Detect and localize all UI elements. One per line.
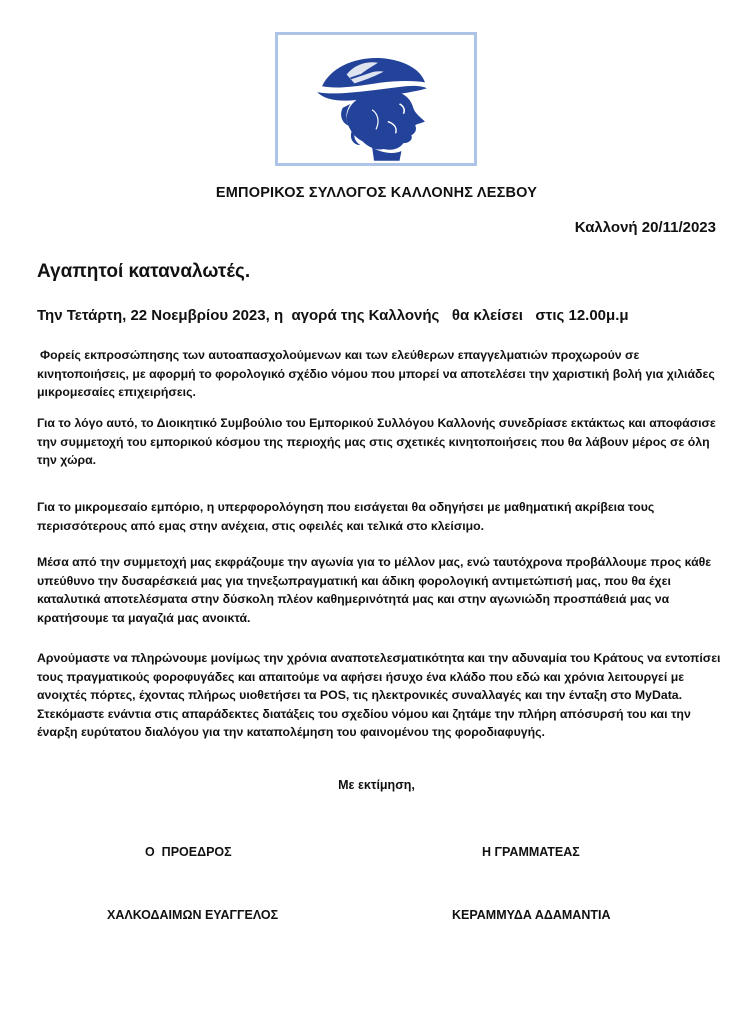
letter-dateline: Καλλονή 20/11/2023 bbox=[574, 219, 716, 236]
organization-name: ΕΜΠΟΡΙΚΟΣ ΣΥΛΛΟΓΟΣ ΚΑΛΛΟΝΗΣ ΛΕΣΒΟΥ bbox=[215, 185, 538, 201]
body-paragraph: Φορείς εκπροσώπησης των αυτοαπασχολούμενων και των ελεύθερων επαγγελματιών προχωρούν σε κινητοποιήσεις, με αφορμή το φορολογικό σχέδιο νόμου που μπορεί να αποτελέσει την χαριστική βολή για χιλιάδες μικρομεσαίες επιχειρήσεις. bbox=[37, 348, 715, 399]
letter-closing: Με εκτίμηση, bbox=[338, 778, 415, 792]
closure-announcement: Την Τετάρτη, 22 Νοεμβρίου 2023, η αγορά της Καλλονής θα κλείσει στις 12.00μ.μ bbox=[37, 307, 629, 324]
body-paragraph: Για το λόγο αυτό, το Διοικητικό Συμβούλιο του Εμπορικού Συλλόγου Καλλονής συνεδρίασε εκτάκτως και αποφάσισε την συμμετοχή του εμπορικού κόσμου της περιοχής μας στις σχετικές κινητοποιήσεις που θα λάβουν μέρος σε όλη την χώρα. bbox=[37, 416, 716, 467]
secretary-title: Η ΓΡΑΜΜΑΤΕΑΣ bbox=[482, 845, 580, 859]
body-paragraph: Μέσα από την συμμετοχή μας εκφράζουμε την αγωνία για το μέλλον μας, ενώ ταυτόχρονα προβάλλουμε προς κάθε υπεύθυνο την δυσαρέσκειά μας για τηνεξωπραγματική και άδικη φορολογική αντιμετώπισή μας, που θα έχει καταλυτικά αποτελέσματα στην δύσκολη πλέον καθημερινότητά μας και στην αγωνιώδη προσπάθειά μας να κρατήσουμε τα μαγαζιά μας ανοικτά. bbox=[37, 555, 712, 625]
body-paragraph: Για το μικρομεσαίο εμπόριο, η υπερφορολόγηση που εισάγεται θα οδηγήσει με μαθηματική ακρίβεια τους περισσότερους από εμας στην ανέχεια, στις οφειλές και τελικά στο κλείσιμο. bbox=[37, 500, 655, 533]
hermes-head-icon bbox=[278, 35, 474, 163]
association-logo bbox=[275, 32, 477, 166]
president-name: ΧΑΛΚΟΔΑΙΜΩΝ ΕΥΑΓΓΕΛΟΣ bbox=[107, 908, 279, 922]
president-title: Ο ΠΡΟΕΔΡΟΣ bbox=[145, 845, 232, 859]
body-paragraph: Αρνούμαστε να πληρώνουμε μονίμως την χρόνια αναποτελεσματικότητα και την αδυναμία του Κράτους να εντοπίσει τους πραγματικούς φοροφυγάδες και απαιτούμε να αφήσει ήσυχο ένα κλάδο που εδώ και χρόνια λειτουργεί με ανοιχτές πόρτες, έχοντας πλήρως υιοθετήσει τα POS, τις ηλεκτρονικές συναλλαγές και την ένταξη στο MyData. Στεκόμαστε ενάντια στις απαράδεκτες διατάξεις του σχεδίου νόμου και ζητάμε την πλήρη απόσυρσή του και την έναρξη ευρύτατου διαλόγου για την καταπολέμηση του φαινομένου της φοροδιαφυγής. bbox=[37, 651, 721, 739]
letter-greeting: Αγαπητοί καταναλωτές. bbox=[37, 261, 251, 282]
secretary-name: ΚΕΡΑΜΜΥΔΑ ΑΔΑΜΑΝΤΙΑ bbox=[452, 908, 611, 922]
